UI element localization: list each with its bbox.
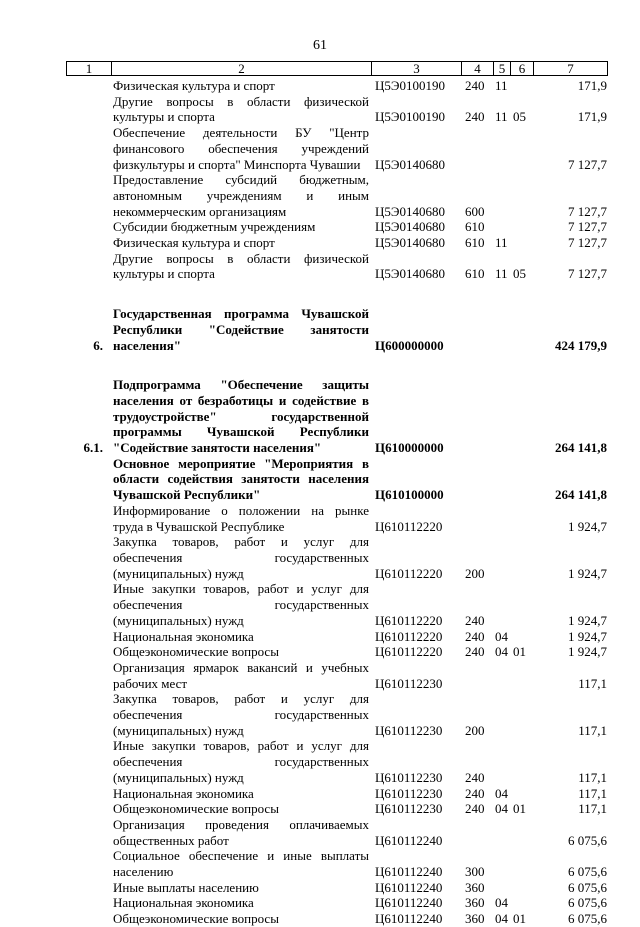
row-name: Государственная программа Чувашской Республики "Содействие занятости населения" — [113, 306, 369, 353]
row-section: 04 — [495, 628, 508, 644]
row-amount: 7 127,7 — [568, 219, 607, 235]
page-number: 61 — [313, 38, 327, 53]
row-expense-type: 240 — [465, 801, 485, 817]
row-code: Ц610112230 — [375, 769, 443, 785]
row-name: Физическая культура и спорт — [113, 78, 275, 93]
row-name: Физическая культура и спорт — [113, 235, 275, 251]
row-expense-type: 300 — [465, 864, 485, 880]
row-amount: 6 075,6 — [568, 879, 607, 895]
table-row — [66, 306, 608, 353]
table-row — [66, 817, 608, 848]
row-amount: 7 127,7 — [568, 156, 607, 172]
table-row — [66, 219, 608, 235]
row-code: Ц5Э0140680 — [375, 203, 445, 219]
table-row — [66, 172, 608, 219]
row-expense-type: 240 — [465, 109, 485, 125]
row-name: Другие вопросы в области физической культуры и спорта — [113, 93, 369, 125]
row-code: Ц610112240 — [375, 879, 443, 895]
row-code: Ц610112230 — [375, 801, 443, 817]
row-code: Ц610112220 — [375, 518, 443, 534]
row-subsection: 05 — [513, 266, 526, 282]
row-name: Общеэкономические вопросы — [113, 801, 279, 817]
table-row — [66, 786, 608, 802]
row-code: Ц5Э0140680 — [375, 266, 445, 282]
table-row — [66, 895, 608, 911]
table-row — [66, 660, 608, 691]
row-name: Национальная экономика — [113, 785, 254, 801]
row-code: Ц5Э0140680 — [375, 219, 445, 235]
row-expense-type: 600 — [465, 203, 485, 219]
row-name: Закупка товаров, работ и услуг для обеспечения государственных (муниципальных) нужд — [113, 691, 369, 738]
row-amount: 171,9 — [577, 78, 607, 93]
row-name: Общеэкономические вопросы — [113, 911, 279, 927]
row-section: 11 — [495, 109, 508, 125]
header-col-6: 6 — [510, 61, 533, 76]
row-name: Иные закупки товаров, работ и услуг для обеспечения государственных (муниципальных) нужд — [113, 738, 369, 785]
table-row — [66, 848, 608, 879]
row-expense-type: 240 — [465, 769, 485, 785]
row-code: Ц610112240 — [375, 895, 443, 911]
row-code: Ц610112220 — [375, 628, 443, 644]
header-col-3: 3 — [371, 61, 461, 76]
row-code: Ц610112230 — [375, 675, 443, 691]
row-amount: 1 924,7 — [568, 565, 607, 581]
table-row — [66, 644, 608, 660]
row-number: 6.1. — [83, 440, 103, 456]
row-subsection: 01 — [513, 644, 526, 660]
row-name: Основное мероприятие "Мероприятия в области содействия занятости населения Чувашской Республики" — [113, 455, 369, 503]
row-subsection: 05 — [513, 109, 526, 125]
table-row — [66, 738, 608, 785]
table-row — [66, 251, 608, 282]
row-amount: 117,1 — [578, 801, 607, 817]
row-code: Ц610112220 — [375, 612, 443, 628]
row-name: Национальная экономика — [113, 895, 254, 911]
row-expense-type: 360 — [465, 879, 485, 895]
row-amount: 117,1 — [578, 675, 607, 691]
table-row — [66, 78, 608, 94]
table-row — [66, 691, 608, 738]
row-name: Социальное обеспечение и иные выплаты населению — [113, 848, 369, 880]
table-row — [66, 503, 608, 534]
row-expense-type: 200 — [465, 722, 485, 738]
table-row — [66, 456, 608, 503]
row-code: Ц610112220 — [375, 644, 443, 660]
section-gap — [66, 282, 608, 306]
row-name: Организация ярмарок вакансий и учебных рабочих мест — [113, 659, 369, 691]
table-body — [66, 78, 608, 927]
row-amount: 7 127,7 — [568, 266, 607, 282]
row-expense-type: 240 — [465, 628, 485, 644]
header-col-7: 7 — [533, 61, 608, 76]
row-name: Организация проведения оплачиваемых общественных работ — [113, 816, 369, 848]
header-col-1: 1 — [66, 61, 111, 76]
table-row — [66, 125, 608, 172]
row-name: Субсидии бюджетным учреждениям — [113, 219, 316, 235]
row-section: 11 — [495, 235, 508, 251]
row-subsection: 01 — [513, 911, 526, 927]
row-amount: 424 179,9 — [555, 337, 607, 353]
row-amount: 117,1 — [578, 722, 607, 738]
row-code: Ц610112220 — [375, 565, 443, 581]
row-code: Ц610100000 — [375, 487, 444, 503]
row-name: Закупка товаров, работ и услуг для обеспечения государственных (муниципальных) нужд — [113, 534, 369, 581]
row-expense-type: 360 — [465, 911, 485, 927]
row-section: 11 — [495, 78, 508, 93]
row-number: 6. — [93, 337, 103, 353]
row-section: 04 — [495, 911, 508, 927]
row-amount: 6 075,6 — [568, 911, 607, 927]
table-row — [66, 94, 608, 125]
table-row — [66, 629, 608, 645]
table-row — [66, 377, 608, 456]
row-code: Ц610112230 — [375, 785, 443, 801]
row-expense-type: 240 — [465, 785, 485, 801]
row-code: Ц610000000 — [375, 440, 444, 456]
row-amount: 171,9 — [577, 109, 607, 125]
row-expense-type: 240 — [465, 644, 485, 660]
row-expense-type: 610 — [465, 219, 485, 235]
row-amount: 7 127,7 — [568, 235, 607, 251]
row-section: 04 — [495, 895, 508, 911]
row-section: 04 — [495, 801, 508, 817]
row-amount: 117,1 — [578, 785, 607, 801]
row-code: Ц610112240 — [375, 864, 443, 880]
row-code: Ц5Э0140680 — [375, 235, 445, 251]
row-amount: 264 141,8 — [555, 487, 607, 503]
row-name: Обеспечение деятельности БУ "Центр финансового обеспечения учреждений физкультуры и спорта" Минспорта Чувашии — [113, 125, 369, 172]
row-expense-type: 360 — [465, 895, 485, 911]
row-section: 11 — [495, 266, 508, 282]
table-row — [66, 911, 608, 927]
row-code: Ц5Э0100190 — [375, 109, 445, 125]
table-header — [66, 61, 608, 76]
row-code: Ц5Э0100190 — [375, 78, 445, 93]
row-amount: 264 141,8 — [555, 440, 607, 456]
table-row — [66, 235, 608, 251]
row-subsection: 01 — [513, 801, 526, 817]
section-gap — [66, 353, 608, 377]
row-name: Информирование о положении на рынке труда в Чувашской Республике — [113, 502, 369, 534]
header-col-5: 5 — [493, 61, 510, 76]
row-name: Национальная экономика — [113, 628, 254, 644]
row-name: Другие вопросы в области физической культуры и спорта — [113, 250, 369, 282]
row-name: Общеэкономические вопросы — [113, 644, 279, 660]
row-name: Подпрограмма "Обеспечение защиты населения от безработицы и содействие в трудоустройстве" государственной программы Чувашской Республики "Содействие занятости населения" — [113, 377, 369, 456]
row-expense-type: 610 — [465, 266, 485, 282]
row-code: Ц610112240 — [375, 911, 443, 927]
row-expense-type: 240 — [465, 612, 485, 628]
row-amount: 1 924,7 — [568, 644, 607, 660]
row-amount: 6 075,6 — [568, 895, 607, 911]
row-section: 04 — [495, 644, 508, 660]
row-amount: 6 075,6 — [568, 864, 607, 880]
row-amount: 6 075,6 — [568, 832, 607, 848]
row-code: Ц5Э0140680 — [375, 156, 445, 172]
row-amount: 1 924,7 — [568, 518, 607, 534]
row-code: Ц600000000 — [375, 337, 444, 353]
table-row — [66, 801, 608, 817]
header-col-4: 4 — [461, 61, 493, 76]
header-col-2: 2 — [111, 61, 371, 76]
row-name: Иные выплаты населению — [113, 879, 259, 895]
row-expense-type: 610 — [465, 235, 485, 251]
row-section: 04 — [495, 785, 508, 801]
row-code: Ц610112240 — [375, 832, 443, 848]
row-amount: 117,1 — [578, 769, 607, 785]
row-name: Предоставление субсидий бюджетным, автономным учреждениям и иным некоммерческим организациям — [113, 172, 369, 219]
row-amount: 7 127,7 — [568, 203, 607, 219]
table-row — [66, 534, 608, 581]
row-amount: 1 924,7 — [568, 628, 607, 644]
row-code: Ц610112230 — [375, 722, 443, 738]
row-amount: 1 924,7 — [568, 612, 607, 628]
row-expense-type: 240 — [465, 78, 485, 93]
row-name: Иные закупки товаров, работ и услуг для обеспечения государственных (муниципальных) нужд — [113, 581, 369, 628]
table-row — [66, 581, 608, 628]
row-expense-type: 200 — [465, 565, 485, 581]
table-row — [66, 880, 608, 896]
